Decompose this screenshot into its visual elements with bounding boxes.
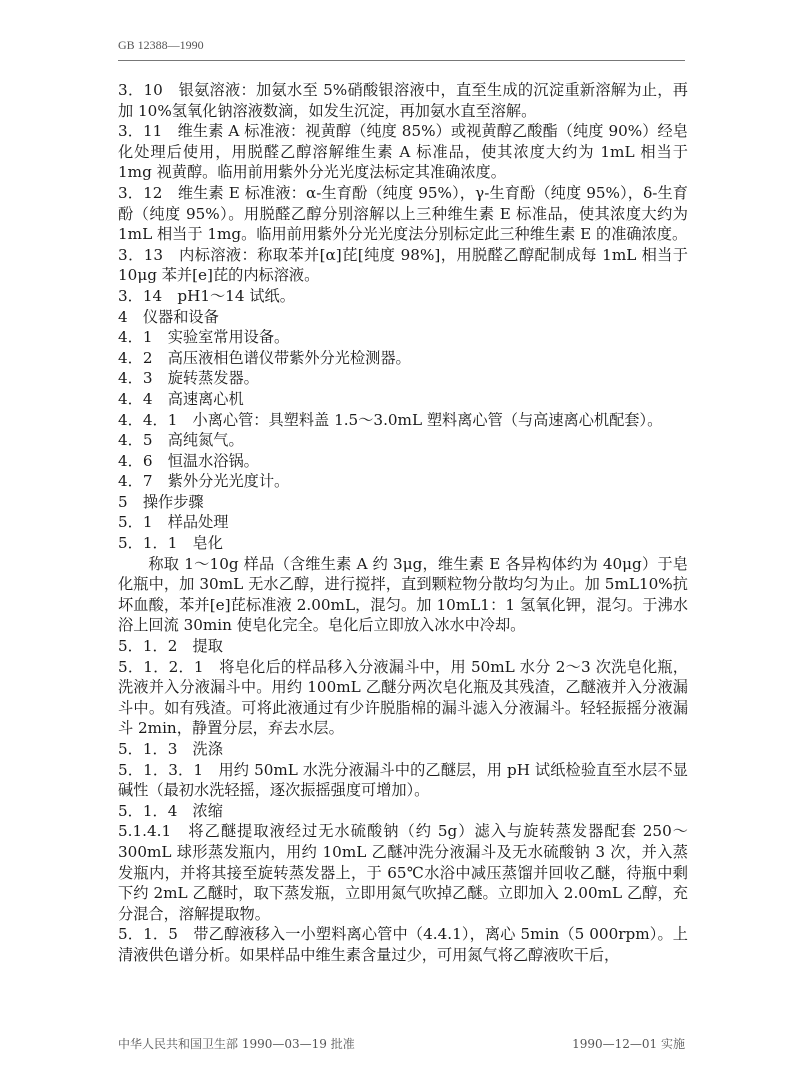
paragraph: 5．1．4 浓缩 [118,801,223,820]
paragraph: 3．10 银氨溶液：加氨水至 5%硝酸银溶液中，直至生成的沉淀重新溶解为止，再加 10%氢氧化钠溶液数滴，如发生沉淀，再加氨水直至溶解。 [118,81,688,120]
paragraph: 5 操作步骤 [118,492,204,511]
header-standard-code: GB 12388—1990 [118,38,204,52]
paragraph: 3．12 维生素 E 标准液：α-生育酚（纯度 95%），γ-生育酚（纯度 95%），δ-生育酚（纯度 95%）。用脱醛乙醇分别溶解以上三种维生素 E 标准品，使其浓度大约为 1mL 相当于 1mg。临用前用紫外分光光度法分别标定此三种维生素 E 的准确浓度。 [118,183,688,244]
paragraph: 5．1．5 带乙醇液移入一小塑料离心管中（4.4.1），离心 5min（5 000rpm）。上清液供色谱分析。如果样品中维生素含量过少，可用氮气将乙醇液吹干后， [118,925,688,964]
footer-effective-date: 1990—12—01 实施 [572,1037,685,1051]
paragraph: 5．1．2．1 将皂化后的样品移入分液漏斗中，用 50mL 水分 2～3 次洗皂化瓶，洗液并入分液漏斗中。用约 100mL 乙醚分两次皂化瓶及其残渣，乙醚液并入分液漏斗中。如有残渣。可将此液通过有少许脱脂棉的漏斗滤入分液漏斗。轻轻振摇分液漏斗 2min，静置分层，弃去水层。 [118,657,688,738]
paragraph: 5．1．2 提取 [118,637,223,656]
paragraph: 5．1 样品处理 [118,513,229,532]
paragraph: 4．7 紫外分光光度计。 [118,472,290,491]
paragraph: 4．4 高速离心机 [118,389,244,408]
paragraph: 4．6 恒温水浴锅。 [118,451,259,470]
paragraph: 5.1.4.1 将乙醚提取液经过无水硫酸钠（约 5g）滤入与旋转蒸发器配套 250～300mL 球形蒸发瓶内，用约 10mL 乙醚冲洗分液漏斗及无水硫酸钠 3 次，并入蒸发瓶内，并将其接至旋转蒸发器上，于 65℃水浴中减压蒸馏并回收乙醚，待瓶中剩下约 2mL 乙醚时，取下蒸发瓶，立即用氮气吹掉乙醚。立即加入 2.00mL 乙醇，充分混合，溶解提取物。 [118,822,688,923]
paragraph: 5．1．3．1 用约 50mL 水洗分液漏斗中的乙醚层，用 pH 试纸检验直至水层不显碱性（最初水洗轻摇，逐次振摇强度可增加）。 [118,760,688,800]
header-divider [118,60,685,61]
document-body [118,80,688,966]
paragraph: 3．13 内标溶液：称取苯并[α]芘[纯度 98%]，用脱醛乙醇配制成每 1mL 相当于 10μg 苯并[e]芘的内标溶液。 [118,245,688,285]
paragraph: 4 仪器和设备 [118,307,219,326]
paragraph: 4．1 实验室常用设备。 [118,328,290,347]
paragraph: 3．11 维生素 A 标准液：视黄醇（纯度 85%）或视黄醇乙酸酯（纯度 90%）经皂化处理后使用，用脱醛乙醇溶解维生素 A 标准品，使其浓度大约为 1mL 相当于 1mg 视黄醇。临用前用紫外分光光度法标定其准确浓度。 [118,122,688,182]
page-footer [118,1035,685,1052]
paragraph: 5．1．1 皂化 [118,534,223,553]
paragraph: 4．4．1 小离心管：具塑料盖 1.5～3.0mL 塑料离心管（与高速离心机配套）。 [118,410,663,429]
paragraph: 5．1．3 洗涤 [118,740,223,758]
paragraph: 3．14 pH1～14 试纸。 [118,286,295,305]
footer-approval: 中华人民共和国卫生部 1990—03—19 批准 [118,1037,355,1051]
paragraph: 4．2 高压液相色谱仪带紫外分光检测器。 [118,348,411,367]
paragraph: 称取 1～10g 样品（含维生素 A 约 3μg，维生素 E 各异构体约为 40μg）于皂化瓶中，加 30mL 无水乙醇，进行搅拌，直到颗粒物分散均匀为止。加 5mL10%抗坏血酸，苯并[e]芘标准液 2.00mL，混匀。加 10mL1：1 氢氧化钾，混匀。于沸水浴上回流 30min 使皂化完全。皂化后立即放入冰水中冷却。 [118,554,688,635]
paragraph: 4．3 旋转蒸发器。 [118,369,259,388]
paragraph: 4．5 高纯氮气。 [118,431,244,450]
